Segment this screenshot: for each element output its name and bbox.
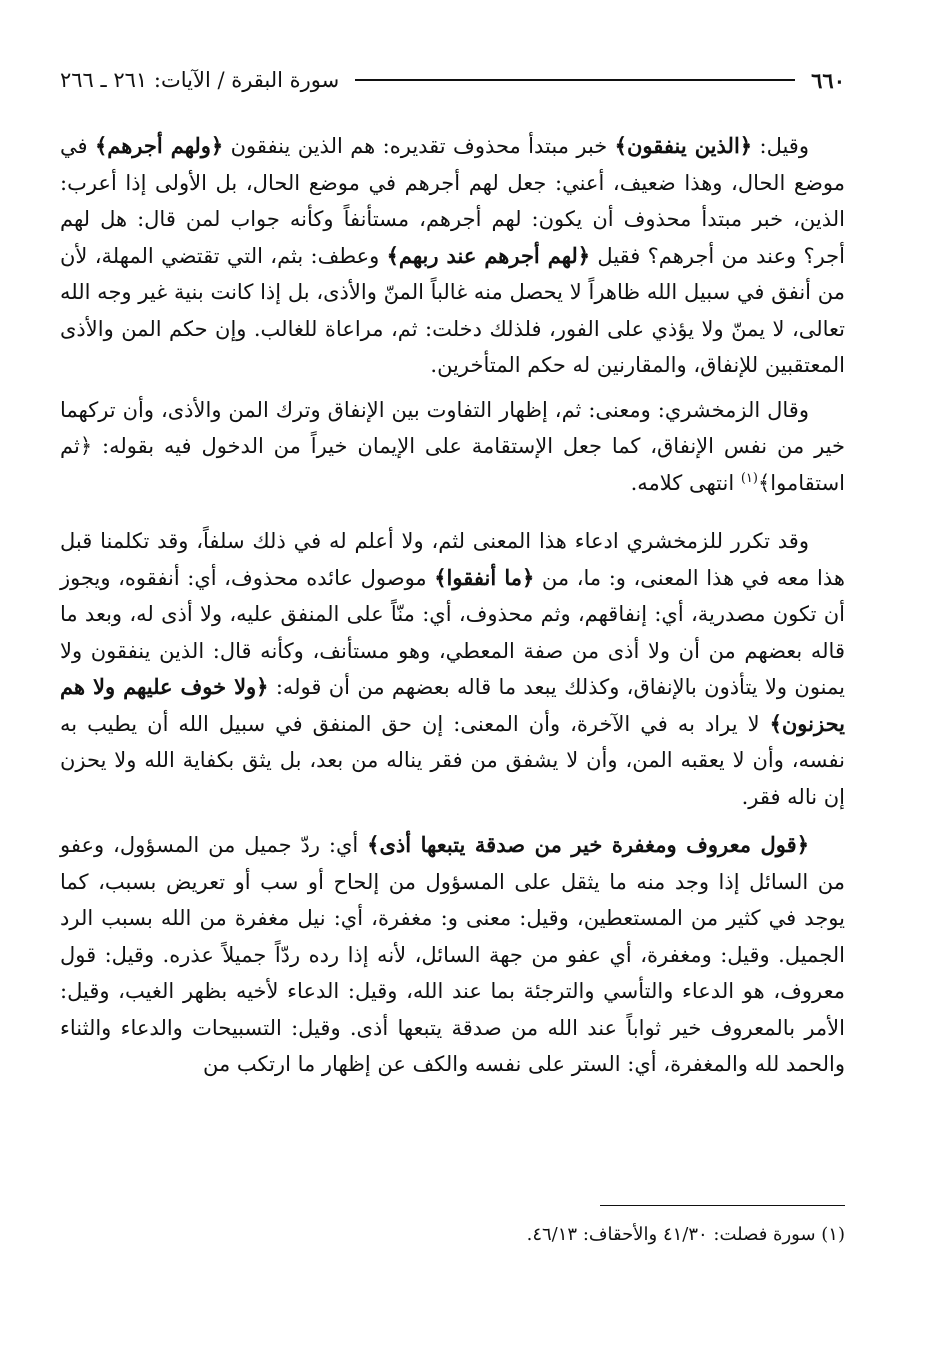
text-run: في موضع الحال، وهذا ضعيف، أعني: جعل لهم أجرهم في موضع الحال، بل الأولى إذا أعرب: الذين، خبر مبتدأ محذوف أن يكون: لهم أجرهم، مستأنفاً وكأنه جواب لمن قال: هل لهم أجر؟ وعند من أجرهم؟ فقيل [60,134,845,268]
text-run: خبر مبتدأ محذوف تقديره: هم الذين ينفقون [223,134,615,158]
text-run: موصول عائده محذوف، أي: أنفقوه، ويجوز أن تكون مصدرية، أي: إنفاقهم، وثم محذوف، أي: منّاً على المنفق عليه، ولا أذى له، وبعد ما قاله بعضهم من أن ولا أذى من صفة المعطي، وهو مستأنف، وكأنه قال: الذين ينفقون ولا يمنون ولا يتأذون بالإنفاق، وكذلك يبعد ما قاله بعضهم من أن قوله: [60,565,845,699]
quran-quote: ﴿ما أنفقوا﴾ [434,564,535,590]
text-run: وقيل: [752,134,809,158]
footnote-marker: (١) [740,470,758,486]
footnote: (١) سورة فصلت: ٤١/٣٠ والأحقاف: ٤٦/١٣. [526,1224,845,1245]
paragraph [60,392,845,502]
book-page [60,60,845,1330]
main-text [60,128,845,1095]
text-run: ﴿ثم استقاموا﴾ [60,434,845,495]
header-rule [355,79,795,81]
quran-quote: ﴿ولا خوف عليهم ولا هم يحزنون﴾ [60,674,845,736]
running-header [60,60,845,100]
header-title: سورة البقرة / الآيات: ٢٦١ ـ ٢٦٦ [60,68,340,92]
quran-quote: ﴿الذين ينفقون﴾ [614,133,753,158]
quran-quote: ﴿لهم أجرهم عند ربهم﴾ [386,242,591,268]
quran-quote: ﴿قول معروف ومغفرة خير من صدقة يتبعها أذى﴾ [367,832,809,857]
text-run: أي: ردّ جميل من المسؤول، وعفو من السائل إذا وجد منه ما يثقل على المسؤول من إلحاح أو سب أو تعريض بسبب، كما يوجد في كثير من المستعطين، وقيل: معنى و: مغفرة، أي: نيل مغفرة من الله بسبب الرد الجميل. وقيل: ومغفرة، أي عفو من جهة السائل، لأنه إذا رده ردّاً جميلاً عذره. وقيل: قول معروف، هو الدعاء والتأسي والترجئة بما عند الله، وقيل: الدعاء لأخيه بظهر الغيب، وقيل: الأمر بالمعروف خير ثواباً عند الله من صدقة يتبعها أذى. وقيل: التسبيحات والدعاء والثناء والحمد لله والمغفرة، أي: الستر على نفسه والكف عن إظهار ما ارتكب من [60,833,845,1076]
text-run: وعطف: بثم، التي تقتضي المهلة، لأن من أنفق في سبيل الله ظاهراً لا يحصل منه غالباً المنّ والأذى، بل إذا كانت بنية غير وجه الله تعالى، لا يمنّ ولا يؤذي على الفور، فلذلك دخلت: ثم، مراعاة للغالب. وإن حكم المن والأذى المعتقبين للإنفاق، والمقارنين له حكم المتأخرين. [60,243,845,377]
text-run: وقال الزمخشري: ومعنى: ثم، إظهار التفاوت بين الإنفاق وترك المن والأذى، وأن تركهما خير من نفس الإنفاق، كما جعل الإستقامة على الإيمان خيراً من الدخول فيه بقوله: [60,397,845,458]
paragraph [60,128,845,384]
paragraph [60,827,845,1083]
text-run: انتهى كلامه. [630,470,741,495]
paragraph [60,523,845,815]
quran-quote: ﴿ولهم أجرهم﴾ [94,133,224,158]
text-run: لا يراد به في الآخرة، وأن المعنى: إن حق المنفق في سبيل الله أن يطيب به نفسه، وأن لا يعقبه المن، وأن لا يشفق من فقر يناله من بعد، بل يثق بكفاية الله ولا يحزن إن ناله فقر. [60,711,845,809]
page-number: ٦٦٠ [811,67,845,93]
footnote-rule [600,1205,845,1206]
text-run: وقد تكرر للزمخشري ادعاء هذا المعنى لثم، ولا أعلم له في ذلك سلفاً، وقد تكلمنا قبل هذا معه في هذا المعنى، و: ما، من [60,529,845,590]
